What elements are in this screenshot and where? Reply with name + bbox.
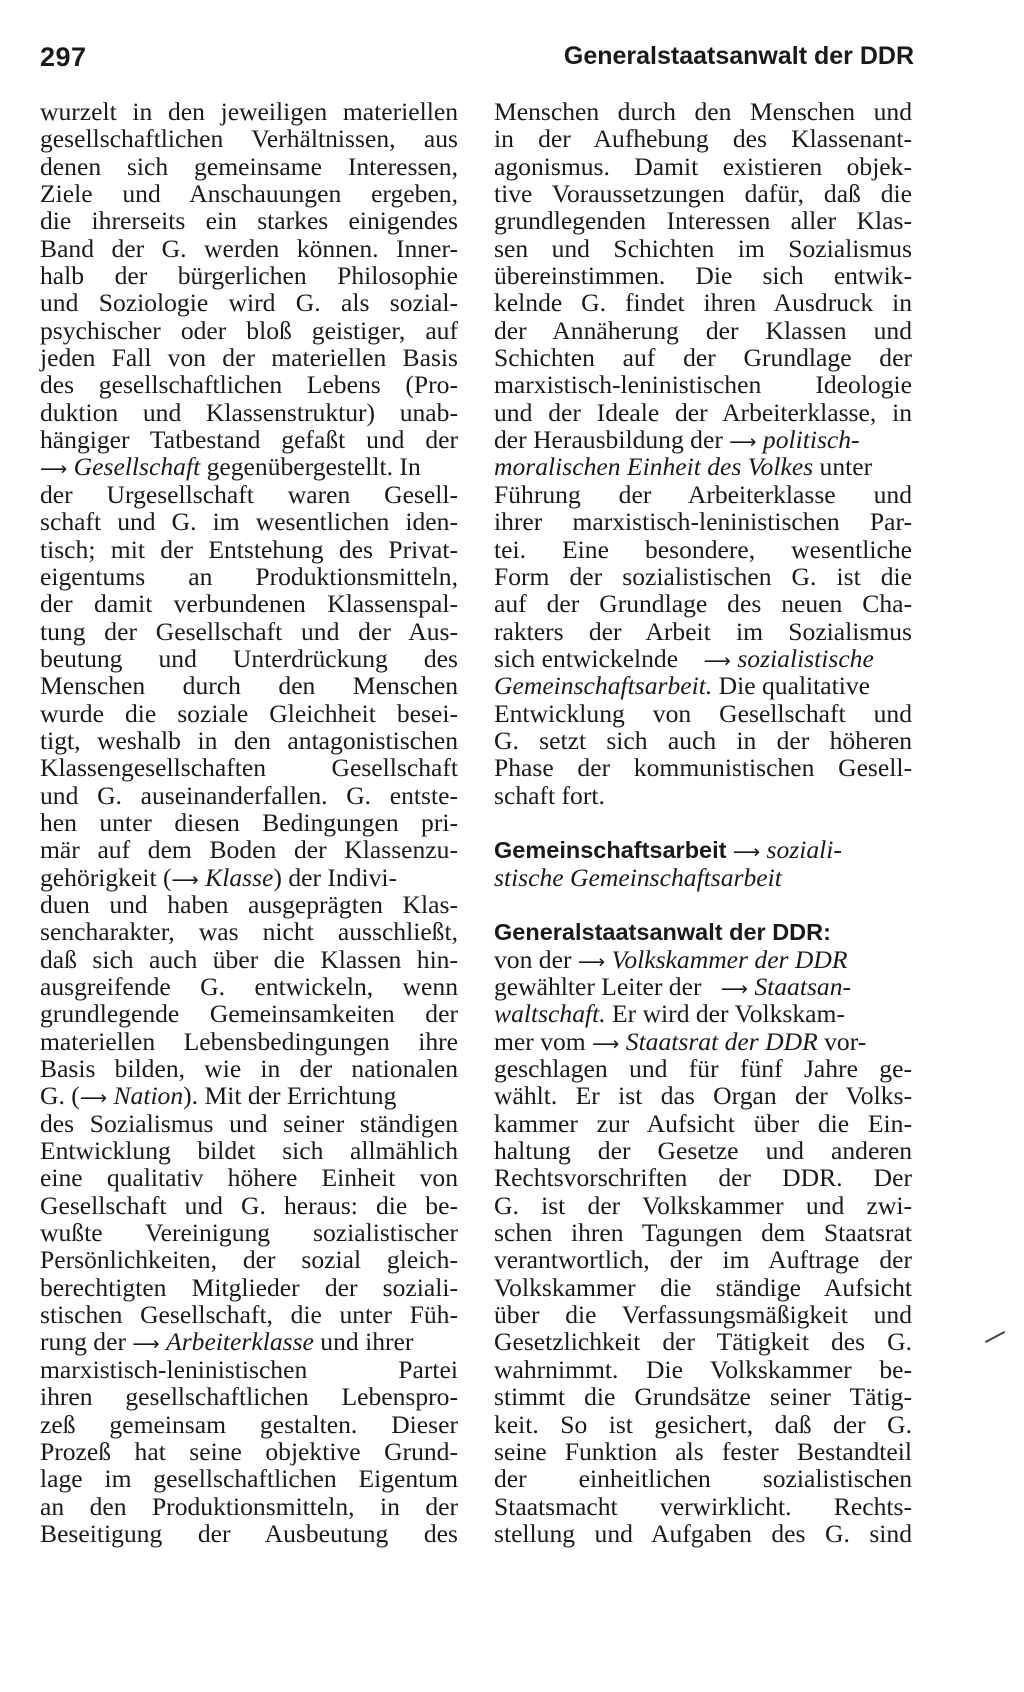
page-number: 297 xyxy=(40,42,87,72)
text-line: berechtigten Mitglieder der soziali- xyxy=(40,1272,458,1302)
arrow-icon: ⟶ xyxy=(729,431,757,454)
text-line: in der Aufhebung des Klassenant- xyxy=(494,124,912,154)
text-line: kammer zur Aufsicht über die Ein- xyxy=(494,1108,912,1138)
text-line: stischen Gesellschaft, die unter Füh- xyxy=(40,1300,458,1330)
text-line: eine qualitativ höhere Einheit von xyxy=(40,1163,458,1193)
text-line: Band der G. werden können. Inner- xyxy=(40,233,458,263)
text-line: über die Verfassungsmäßigkeit und xyxy=(494,1300,912,1330)
arrow-icon: ⟶ xyxy=(703,649,731,672)
arrow-icon: ⟶ xyxy=(79,1087,108,1110)
text-line: Basis bilden, wie in der nationalen xyxy=(40,1054,458,1084)
cross-reference-link[interactable]: Arbeiterklasse xyxy=(166,1327,314,1357)
text-line: Klassengesellschaften Gesellschaft xyxy=(40,753,458,783)
text-line: der damit verbundenen Klassenspal- xyxy=(40,589,458,619)
text-line: Prozeß hat seine objektive Grund- xyxy=(40,1436,458,1466)
entry-headword: Generalstaatsanwalt der DDR: xyxy=(494,919,831,946)
text-line: gewählter Leiter der ⟶ Staatsan- xyxy=(494,972,852,1001)
arrow-icon: ⟶ xyxy=(577,950,606,973)
entry-generalstaatsanwalt xyxy=(494,918,912,1547)
text-line: marxistisch-leninistischen Ideologie xyxy=(494,370,912,400)
page-header xyxy=(40,42,914,82)
text-line: hängiger Tatbestand gefaßt und der xyxy=(40,425,458,455)
text-line: stimmt die Grundsätze seiner Tätig- xyxy=(494,1382,912,1412)
text-line: Schichten auf der Grundlage der xyxy=(494,343,912,373)
text-line: und Soziologie wird G. als sozial- xyxy=(40,288,458,318)
cross-reference-link[interactable]: Gesellschaft xyxy=(73,452,201,482)
text-line: ausgreifende G. entwickeln, wenn xyxy=(40,972,458,1001)
text-line: mär auf dem Boden der Klassenzu- xyxy=(40,835,458,865)
cross-reference-link[interactable]: Volkskammer der DDR xyxy=(611,944,848,974)
text-line: sen und Schichten im Sozialismus xyxy=(494,233,912,263)
text-line: psychischer oder bloß geistiger, auf xyxy=(40,315,458,345)
text-line: hen unter diesen Bedingungen pri- xyxy=(40,807,458,837)
text-line: des Sozialismus und seiner ständigen xyxy=(40,1108,458,1138)
text-line: der Annäherung der Klassen und xyxy=(494,315,912,345)
text-line: halb der bürgerlichen Philosophie xyxy=(40,261,458,291)
cross-reference-link[interactable]: politisch- xyxy=(762,425,860,455)
text-line: Entwicklung bildet sich allmählich xyxy=(40,1136,458,1166)
cross-reference-link[interactable]: Nation xyxy=(113,1081,184,1111)
text-line: des gesellschaftlichen Lebens (Pro- xyxy=(40,370,458,400)
text-line: schen ihren Tagungen dem Staatsrat xyxy=(494,1218,912,1248)
left-column xyxy=(40,98,458,1547)
arrow-icon: ⟶ xyxy=(171,868,199,891)
text-line: grundlegenden Interessen aller Klas- xyxy=(494,206,912,236)
cross-reference-link[interactable]: Staatsrat der DDR xyxy=(625,1026,818,1056)
text-line: tung der Gesellschaft und der Aus- xyxy=(40,616,458,646)
cross-reference-link[interactable]: stische Gemeinschaftsarbeit xyxy=(494,862,782,892)
text-line: tive Voraussetzungen dafür, daß die xyxy=(494,179,912,209)
text-line: Persönlichkeiten, der sozial gleich- xyxy=(40,1245,458,1275)
text-line: sencharakter, was nicht ausschließt, xyxy=(40,917,458,947)
text-line: die ihrerseits ein starkes einigendes xyxy=(40,206,458,236)
text-line: jeden Fall von der materiellen Basis xyxy=(40,343,458,373)
right-column xyxy=(494,98,912,1547)
text-line: lage im gesellschaftlichen Eigentum xyxy=(40,1464,458,1494)
text-line: Ziele und Anschauungen ergeben, xyxy=(40,179,458,209)
text-line: Volkskammer die ständige Aufsicht xyxy=(494,1272,912,1302)
text-line: Beseitigung der Ausbeutung des xyxy=(40,1518,458,1548)
cross-reference-link[interactable]: Staatsan- xyxy=(754,972,852,1001)
text-line: rung der ⟶ Arbeiterklasse und ihrer xyxy=(40,1327,414,1357)
text-line: wählt. Er ist das Organ der Volks- xyxy=(494,1081,912,1111)
text-line: verantwortlich, der im Auftrage der xyxy=(494,1245,912,1275)
arrow-icon: ⟶ xyxy=(592,1032,620,1055)
text-line: seine Funktion als fester Bestandteil xyxy=(494,1436,912,1466)
pencil-mark xyxy=(985,1331,1005,1343)
text-line: duktion und Klassenstruktur) unab- xyxy=(40,397,458,427)
text-line: Menschen durch den Menschen xyxy=(40,671,458,701)
text-line: tigt, weshalb in den antagonistischen xyxy=(40,725,458,755)
running-head: Generalstaatsanwalt der DDR xyxy=(563,42,914,70)
text-line: schaft fort. xyxy=(494,780,605,810)
text-line: tei. Eine besondere, wesentliche xyxy=(494,534,912,564)
cross-reference-link[interactable]: Gemeinschaftsarbeit. xyxy=(494,671,713,701)
text-line: gehörigkeit (⟶ Klasse) der Indivi- xyxy=(40,862,398,892)
text-line: Entwicklung von Gesellschaft und xyxy=(494,698,912,728)
cross-reference-link[interactable]: soziali- xyxy=(766,835,842,865)
arrow-icon: ⟶ xyxy=(40,458,68,481)
entry-headword: Gemeinschaftsarbeit xyxy=(494,837,727,864)
cross-reference-link[interactable]: waltschaft. xyxy=(494,999,606,1029)
text-line: eigentums an Produktionsmitteln, xyxy=(40,561,458,591)
text-line: Führung der Arbeiterklasse und xyxy=(494,479,912,509)
text-line: Gesellschaft und G. heraus: die be- xyxy=(40,1190,458,1220)
text-line: keit. So ist gesichert, daß der G. xyxy=(494,1409,912,1439)
text-line: auf der Grundlage des neuen Cha- xyxy=(494,589,912,619)
text-line: ihrer marxistisch-leninistischen Par- xyxy=(494,507,912,537)
text-line: geschlagen und für fünf Jahre ge- xyxy=(494,1054,912,1084)
text-line: materiellen Lebensbedingungen ihre xyxy=(40,1026,458,1056)
text-line: der einheitlichen sozialistischen xyxy=(494,1464,912,1494)
text-line: der Urgesellschaft waren Gesell- xyxy=(40,479,458,509)
text-line: marxistisch-leninistischen Partei xyxy=(40,1354,458,1384)
text-line: Menschen durch den Menschen und xyxy=(494,97,912,126)
text-line: beutung und Unterdrückung des xyxy=(40,643,458,673)
text-line: Phase der kommunistischen Gesell- xyxy=(494,753,912,783)
text-line: Gesetzlichkeit der Tätigkeit des G. xyxy=(494,1327,912,1357)
text-line: an den Produktionsmitteln, in der xyxy=(40,1491,458,1521)
text-line: daß sich auch über die Klassen hin- xyxy=(40,944,458,974)
text-line: wurzelt in den jeweiligen materiellen xyxy=(40,97,458,126)
text-line: Staatsmacht verwirklicht. Rechts- xyxy=(494,1491,912,1521)
text-line: sich entwickelnde ⟶ sozialistische xyxy=(494,643,874,673)
text-line xyxy=(494,918,912,945)
text-line: ⟶ Gesellschaft gegenübergestellt. In xyxy=(40,452,421,482)
text-line: wahrnimmt. Die Volkskammer be- xyxy=(494,1354,912,1384)
text-line: G. (⟶ Nation). Mit der Errichtung xyxy=(40,1081,397,1111)
text-line: grundlegende Gemeinsamkeiten der xyxy=(40,999,458,1029)
text-line: von der ⟶ Volkskammer der DDR xyxy=(494,944,848,974)
text-line: Form der sozialistischen G. ist die xyxy=(494,561,912,591)
text-line: übereinstimmen. Die sich entwik- xyxy=(494,261,912,291)
arrow-icon: ⟶ xyxy=(732,841,761,864)
text-line: G. setzt sich auch in der höheren xyxy=(494,725,912,755)
text-line: Rechtsvorschriften der DDR. Der xyxy=(494,1163,912,1193)
text-line xyxy=(494,836,912,863)
text-line: der Herausbildung der ⟶ politisch- xyxy=(494,425,860,455)
text-line: zeß gemeinsam gestalten. Dieser xyxy=(40,1409,458,1439)
cross-reference-link[interactable]: sozialistische xyxy=(737,643,874,673)
arrow-icon: ⟶ xyxy=(720,978,748,1000)
text-line: Gemeinschaftsarbeit. Die qualitative xyxy=(494,671,871,701)
text-line: ihren gesellschaftlichen Lebenspro- xyxy=(40,1382,458,1412)
text-line: wußte Vereinigung sozialistischer xyxy=(40,1218,458,1248)
text-line: waltschaft. Er wird der Volkskam- xyxy=(494,999,845,1029)
text-line: und der Ideale der Arbeiterklasse, in xyxy=(494,397,912,427)
text-line: mer vom ⟶ Staatsrat der DDR vor- xyxy=(494,1026,867,1056)
text-line: agonismus. Damit existieren objek- xyxy=(494,151,912,181)
text-line: wurde die soziale Gleichheit besei- xyxy=(40,698,458,728)
text-line: rakters der Arbeit im Sozialismus xyxy=(494,616,912,646)
text-line: tisch; mit der Entstehung des Privat- xyxy=(40,534,458,564)
text-line: moralischen Einheit des Volkes unter xyxy=(494,452,873,482)
text-line: kelnde G. findet ihren Ausdruck in xyxy=(494,288,912,318)
text-line: stellung und Aufgaben des G. sind xyxy=(494,1518,912,1548)
text-line: haltung der Gesetze und anderen xyxy=(494,1136,912,1166)
entry-gemeinschaftsarbeit xyxy=(494,836,912,891)
text-line: und G. auseinanderfallen. G. entste- xyxy=(40,780,458,810)
text-line: duen und haben ausgeprägten Klas- xyxy=(40,889,458,919)
arrow-icon: ⟶ xyxy=(132,1333,160,1356)
text-line: gesellschaftlichen Verhältnissen, aus xyxy=(40,124,458,154)
cross-reference-link[interactable]: moralischen Einheit des Volkes xyxy=(494,452,814,482)
text-line: schaft und G. im wesentlichen iden- xyxy=(40,507,458,537)
text-line: G. ist der Volkskammer und zwi- xyxy=(494,1190,912,1220)
text-line: denen sich gemeinsame Interessen, xyxy=(40,151,458,181)
cross-reference-link[interactable]: Klasse xyxy=(205,862,274,892)
